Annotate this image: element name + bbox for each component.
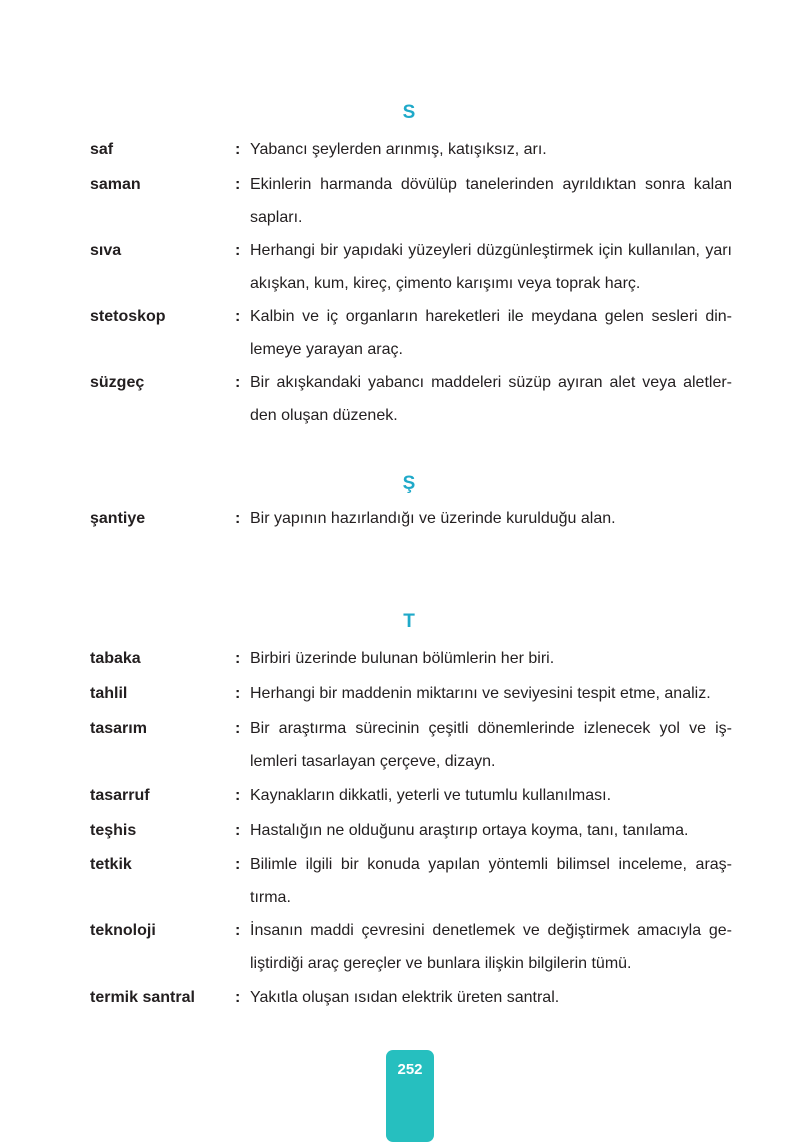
entry-term: stetoskop [90, 308, 166, 325]
entry-definition: Bir yapının hazırlandığı ve üzerinde kurulduğu alan. [250, 510, 616, 527]
entry-separator: : [235, 822, 241, 839]
entry-term: sıva [90, 242, 122, 259]
page-number-tab: 252 [386, 1050, 434, 1142]
entry-separator: : [235, 720, 241, 737]
entry-term: tasarım [90, 720, 147, 737]
entry-definition: Bilimle ilgili bir konuda yapılan yöntemli bilimsel inceleme, araştırma. [250, 856, 732, 906]
entry-definition: Bir akışkandaki yabancı maddeleri süzüp ayıran alet veya aletlerden oluşan düzenek. [250, 374, 732, 424]
entry-separator: : [235, 374, 241, 391]
entry-term: tahlil [90, 685, 128, 702]
entry-separator: : [235, 650, 241, 667]
entry-definition: Bir araştırma sürecinin çeşitli dönemlerinde izlenecek yol ve işlemleri tasarlayan çerçeve, dizayn. [250, 720, 732, 770]
entry-term: şantiye [90, 510, 146, 527]
entry-term: süzgeç [90, 374, 145, 391]
entry-definition: Hastalığın ne olduğunu araştırıp ortaya koyma, tanı, tanılama. [250, 822, 689, 839]
entry-definition: Yabancı şeylerden arınmış, katışıksız, arı. [250, 141, 547, 158]
entry-separator: : [235, 242, 241, 259]
entry-separator: : [235, 787, 241, 804]
section-heading-sh: Ş [402, 473, 416, 494]
entry-separator: : [235, 141, 241, 158]
section-heading-s: S [402, 102, 416, 123]
entry-definition: İnsanın maddi çevresini denetlemek ve değiştirmek amacıyla geliştirdiği araç gereçler ve bunlara ilişkin bilgilerin tümü. [250, 922, 732, 972]
entry-definition: Herhangi bir yapıdaki yüzeyleri düzgünleştirmek için kullanılan, yarı akışkan, kum, kireç, çimento karışımı veya toprak harç. [250, 242, 732, 292]
entry-term: tasarruf [90, 787, 150, 804]
entry-definition: Ekinlerin harmanda dövülüp tanelerinden ayrıldıktan sonra kalan sapları. [250, 176, 732, 226]
entry-separator: : [235, 308, 241, 325]
entry-term: tetkik [90, 856, 132, 873]
entry-separator: : [235, 856, 241, 873]
entry-definition: Yakıtla oluşan ısıdan elektrik üreten santral. [250, 989, 560, 1006]
entry-term: teknoloji [90, 922, 156, 939]
entry-definition: Birbiri üzerinde bulunan bölümlerin her biri. [250, 650, 555, 667]
section-heading-t: T [403, 611, 415, 632]
entry-definition: Kalbin ve iç organların hareketleri ile meydana gelen sesleri dinlemeye yarayan araç. [250, 308, 732, 358]
entry-definition: Herhangi bir maddenin miktarını ve seviyesini tespit etme, analiz. [250, 685, 711, 702]
entry-term: teşhis [90, 822, 137, 839]
entry-separator: : [235, 685, 241, 702]
entry-separator: : [235, 176, 241, 193]
entry-separator: : [235, 989, 241, 1006]
entry-term: saf [90, 141, 114, 158]
entry-definition: Kaynakların dikkatli, yeterli ve tutumlu kullanılması. [250, 787, 612, 804]
entry-separator: : [235, 922, 241, 939]
entry-term: tabaka [90, 650, 141, 667]
entry-term: saman [90, 176, 141, 193]
entry-separator: : [235, 510, 241, 527]
entry-term: termik santral [90, 989, 195, 1006]
